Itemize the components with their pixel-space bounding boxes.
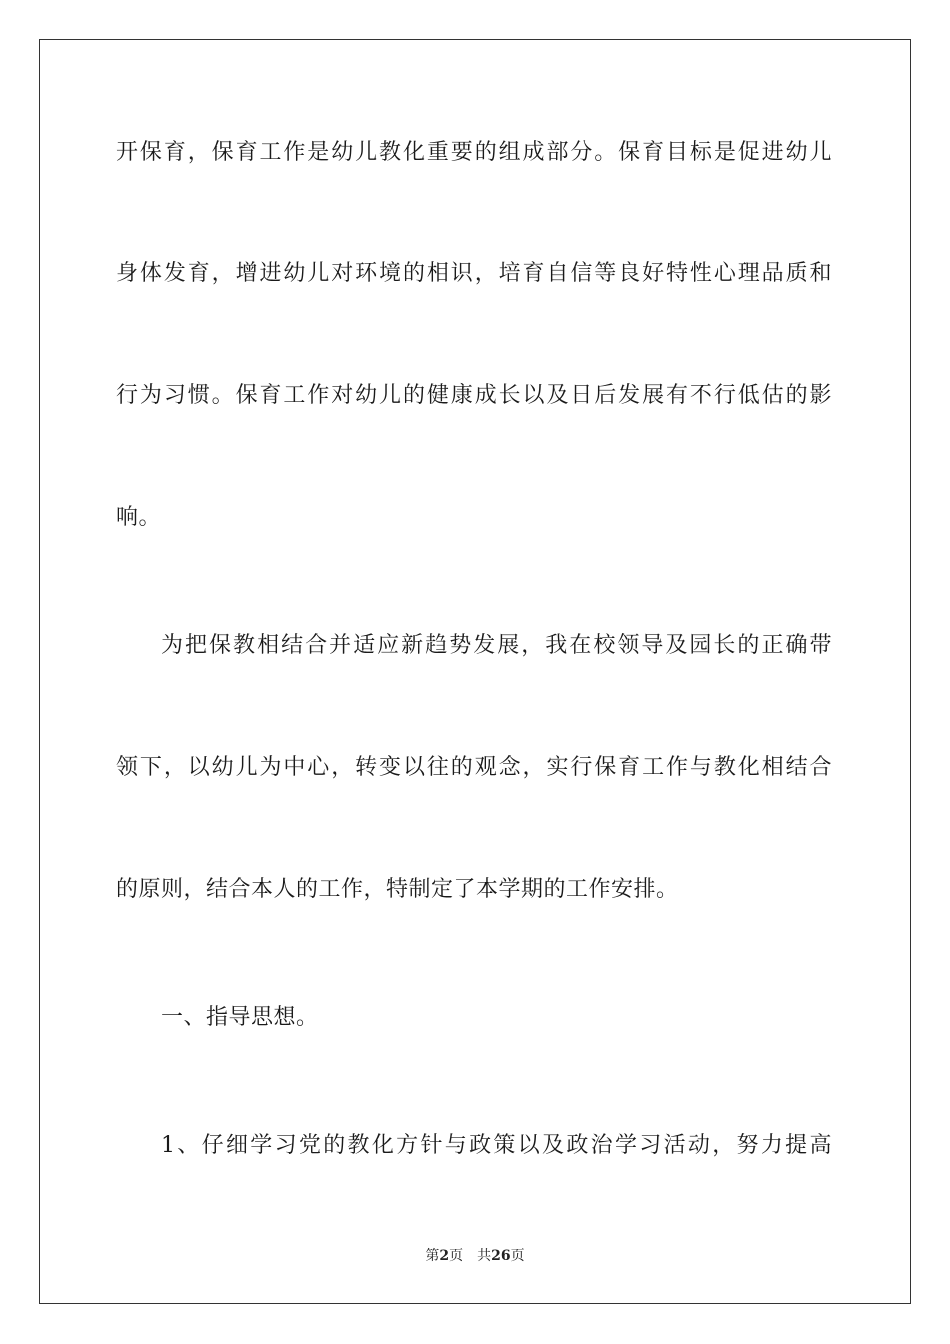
- paragraph-2-line-3: 的原则，结合本人的工作，特制定了本学期的工作安排。: [116, 877, 679, 902]
- total-suffix: 页: [510, 1248, 525, 1264]
- page-border: [39, 39, 911, 1304]
- paragraph-1-line-3: 行为习惯。保育工作对幼儿的健康成长以及日后发展有不行低估的影: [116, 383, 832, 408]
- page-footer: [0, 1246, 950, 1266]
- page-number: 2: [439, 1248, 450, 1264]
- total-pages: 26: [491, 1248, 511, 1264]
- paragraph-2-line-1: 为把保教相结合并适应新趋势发展，我在校领导及园长的正确带: [161, 633, 832, 658]
- total-prefix: 共: [477, 1248, 492, 1264]
- paragraph-1-line-2: 身体发育，增进幼儿对环境的相识，培育自信等良好特性心理品质和: [116, 261, 832, 286]
- section-heading: 一、指导思想。: [161, 1005, 319, 1030]
- paragraph-3-line-1: 1、仔细学习党的教化方针与政策以及政治学习活动，努力提高: [161, 1133, 832, 1158]
- page-prefix: 第: [425, 1248, 440, 1264]
- paragraph-1-line-1: 开保育，保育工作是幼儿教化重要的组成部分。保育目标是促进幼儿: [116, 140, 832, 165]
- paragraph-1-line-4: 响。: [116, 505, 162, 530]
- paragraph-2-line-2: 领下，以幼儿为中心，转变以往的观念，实行保育工作与教化相结合: [116, 755, 832, 780]
- page-suffix: 页: [449, 1248, 464, 1264]
